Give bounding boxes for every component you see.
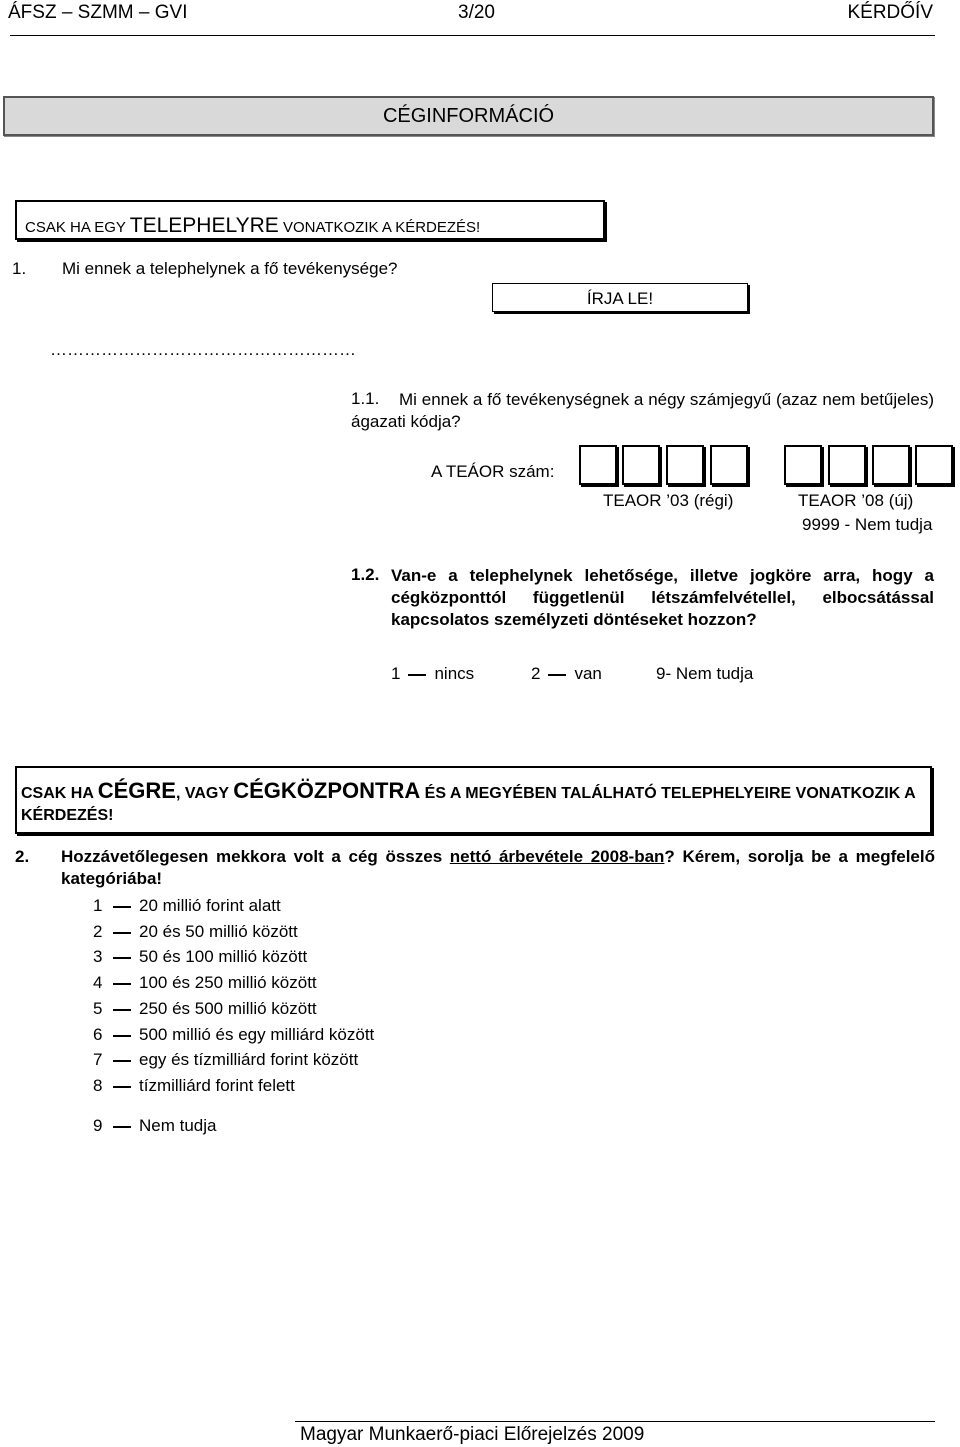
q2-option-7[interactable] <box>93 1050 358 1070</box>
teaor-new-digit-4[interactable] <box>915 445 953 485</box>
option-label: 250 és 500 millió között <box>139 999 317 1018</box>
teaor-old-digit-2[interactable] <box>622 445 660 485</box>
instruction-part: ÉS A MEGYÉBEN TALÁLHATÓ TELEPHELYEIRE VONATKOZIK A KÉRDEZÉS! <box>21 785 916 824</box>
instruction-suffix: VONATKOZIK A KÉRDEZÉS! <box>282 219 481 236</box>
option-label: tízmilliárd forint felett <box>139 1076 295 1095</box>
option-label: Nem tudja <box>139 1116 217 1135</box>
q2-option-1[interactable] <box>93 896 281 916</box>
write-answer-box[interactable]: ÍRJA LE! <box>492 283 748 312</box>
instruction-part: , VAGY <box>176 785 229 802</box>
q2-text-underlined: nettó árbevétele 2008-ban <box>449 847 665 866</box>
q2-option-8[interactable] <box>93 1076 295 1096</box>
q1-2-option-2[interactable] <box>531 664 602 684</box>
dash-icon <box>113 1009 131 1011</box>
instruction-prefix: CSAK HA EGY <box>25 219 126 236</box>
q1-1-number: 1.1. <box>351 389 380 408</box>
q2-option-9[interactable] <box>93 1116 216 1136</box>
teaor-old-digit-3[interactable] <box>666 445 704 485</box>
q2-option-5[interactable] <box>93 999 317 1019</box>
q1-2-number: 1.2. <box>351 565 380 584</box>
q2-option-2[interactable] <box>93 922 298 942</box>
instruction-emphasis: CÉGRE <box>97 778 176 803</box>
q1-2-option-1[interactable] <box>391 664 474 684</box>
dash-icon <box>113 906 131 908</box>
q1-2-text: Van-e a telephelynek lehetősége, illetve jogköre arra, hogy a cégközponttól függetlenül létszámfelvétellel, elbocsátással kapcsolatos személyzeti döntéseket hozzon? <box>391 566 934 629</box>
option-label: van <box>574 664 602 683</box>
teaor-new-digit-1[interactable] <box>784 445 822 485</box>
option-code: 9- <box>656 664 672 683</box>
option-code: 8 <box>93 1076 103 1095</box>
option-label: 100 és 250 millió között <box>139 973 317 992</box>
option-code: 4 <box>93 973 103 992</box>
q1-text: Mi ennek a telephelynek a fő tevékenysége? <box>62 259 398 278</box>
q1-number: 1. <box>12 259 27 278</box>
answer-dots[interactable]: ……………………………………………… <box>50 340 356 359</box>
option-label: 20 millió forint alatt <box>139 896 281 915</box>
q2-text-a: Hozzávetőlegesen mekkora volt a cég összes <box>61 847 443 866</box>
page-number: 3/20 <box>458 2 495 23</box>
dash-icon <box>113 983 131 985</box>
teaor-old-digit-1[interactable] <box>579 445 617 485</box>
q2-option-3[interactable] <box>93 947 307 967</box>
q2-number: 2. <box>15 847 30 866</box>
option-code: 5 <box>93 999 103 1018</box>
teaor-new-digit-3[interactable] <box>872 445 910 485</box>
option-label: Nem tudja <box>675 664 754 683</box>
q2-option-6[interactable] <box>93 1025 374 1045</box>
footer-text: Magyar Munkaerő-piaci Előrejelzés 2009 <box>300 1424 645 1445</box>
option-code: 1 <box>93 896 103 915</box>
teaor-new-digit-2[interactable] <box>828 445 866 485</box>
instruction-emphasis: TELEPHELYRE <box>129 214 279 237</box>
teaor-old-digit-4[interactable] <box>710 445 748 485</box>
dash-icon <box>113 1035 131 1037</box>
header-left: ÁFSZ – SZMM – GVI <box>8 2 188 23</box>
option-label: egy és tízmilliárd forint között <box>139 1050 359 1069</box>
teaor-unknown[interactable]: 9999 - Nem tudja <box>802 515 933 534</box>
option-code: 6 <box>93 1025 103 1044</box>
dash-icon <box>113 1086 131 1088</box>
option-code: 2 <box>531 664 541 683</box>
option-code: 3 <box>93 947 103 966</box>
teaor-new-label: TEAOR ’08 (új) <box>798 491 914 510</box>
teaor-old-label: TEAOR ’03 (régi) <box>603 491 734 510</box>
dash-icon <box>113 957 131 959</box>
option-label: nincs <box>434 664 475 683</box>
q1-2-option-9[interactable] <box>656 664 753 684</box>
header-rule <box>10 35 935 36</box>
header-right: KÉRDŐÍV <box>847 2 933 23</box>
q2-question <box>15 846 935 890</box>
instruction-part: CSAK HA <box>21 785 94 802</box>
dash-icon <box>113 1060 131 1062</box>
footer-rule <box>295 1421 935 1422</box>
dash-icon <box>408 674 426 676</box>
dash-icon <box>113 932 131 934</box>
instruction-box-site <box>15 200 605 240</box>
q2-option-4[interactable] <box>93 973 317 993</box>
option-label: 20 és 50 millió között <box>139 922 298 941</box>
section-banner: CÉGINFORMÁCIÓ <box>3 96 934 136</box>
instruction-emphasis: CÉGKÖZPONTRA <box>233 778 421 803</box>
option-code: 9 <box>93 1116 103 1135</box>
teaor-label: A TEÁOR szám: <box>431 462 555 481</box>
option-code: 7 <box>93 1050 103 1069</box>
option-code: 1 <box>391 664 401 683</box>
dash-icon <box>548 674 566 676</box>
option-label: 500 millió és egy milliárd között <box>139 1025 375 1044</box>
q1-1-text: Mi ennek a fő tevékenységnek a négy számjegyű (azaz nem betűjeles) ágazati kódja? <box>351 390 934 431</box>
option-label: 50 és 100 millió között <box>139 947 308 966</box>
option-code: 2 <box>93 922 103 941</box>
q2-text-b: ? Kérem, sorolja be a megfelelő kategóriába! <box>61 847 935 888</box>
instruction-box-company <box>15 766 932 834</box>
dash-icon <box>113 1126 131 1128</box>
